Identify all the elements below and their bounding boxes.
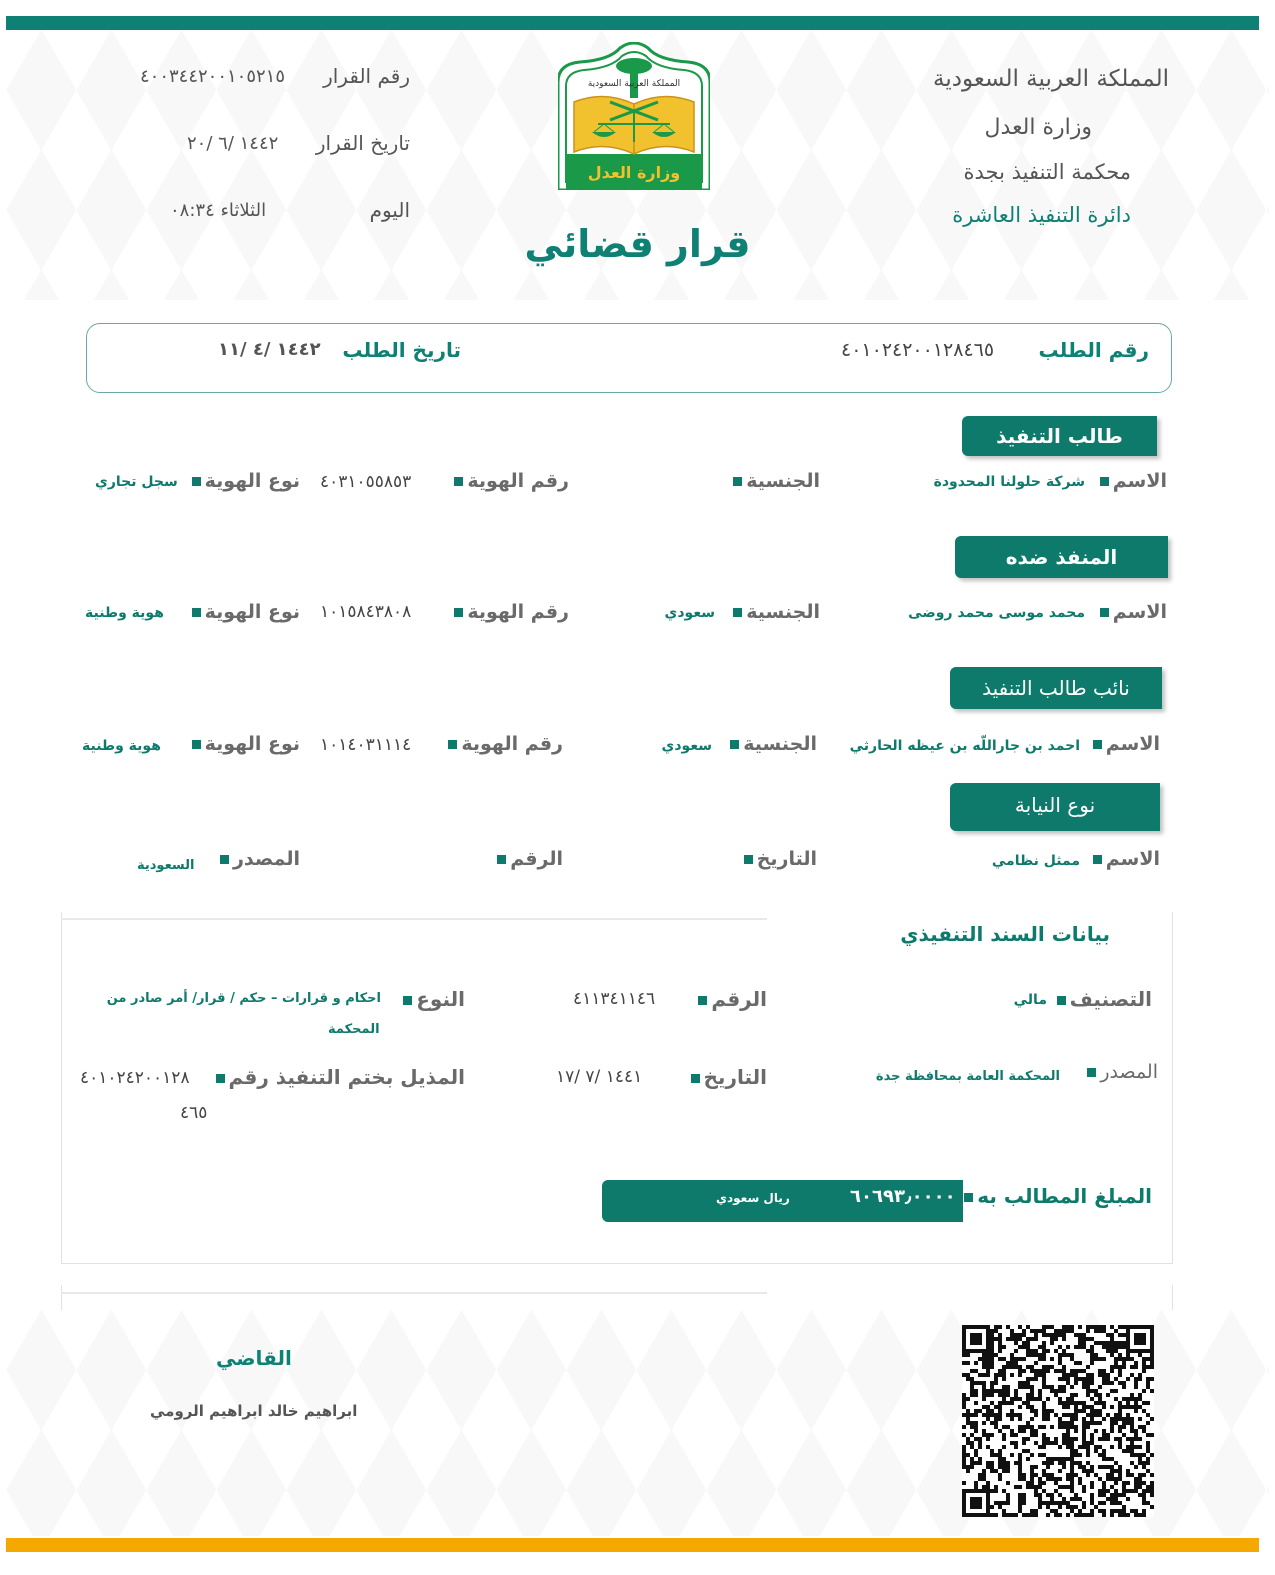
instrument-section-title: بيانات السند التنفيذي [900, 922, 1110, 946]
respondent-nationality-label: الجنسية [733, 601, 820, 623]
stamp-number-line2: ٤٦٥ [180, 1103, 208, 1123]
deputy-name: احمد بن جاراللّه بن عيظه الحارثي [849, 738, 1080, 754]
qr-code-icon [962, 1325, 1154, 1517]
decision-date: ١٤٤٢ /٦ /٢٠ [187, 133, 279, 154]
instrument-date-label: التاريخ [691, 1065, 767, 1089]
respondent-id-number: ١٠١٥٨٤٣٨٠٨ [320, 602, 412, 622]
instrument-type-line2: المحكمة [328, 1022, 380, 1037]
representation-number-label: الرقم [497, 848, 563, 870]
representation-name: ممثل نظامي [991, 853, 1080, 869]
respondent-section-title: المنفذ ضده [955, 536, 1168, 578]
instrument-type-label: النوع [403, 987, 465, 1011]
deputy-nationality: سعودي [661, 738, 712, 754]
classification-value: مالي [1013, 992, 1047, 1008]
day-value: الثلاثاء ٠٨:٣٤ [170, 200, 267, 221]
classification-label: التصنيف [1057, 987, 1152, 1011]
amount-currency: ريال سعودي [716, 1191, 790, 1205]
svg-text:وزارة العدل: وزارة العدل [587, 163, 681, 182]
deputy-nationality-label: الجنسية [730, 733, 817, 755]
decision-number-label: رقم القرار [323, 64, 410, 88]
country-name: المملكة العربية السعودية [933, 66, 1169, 92]
judge-label: القاضي [216, 1346, 292, 1370]
representation-source: السعودية [137, 858, 195, 873]
applicant-section-title: طالب التنفيذ [962, 416, 1157, 456]
applicant-id-type-label: نوع الهوية [192, 470, 300, 492]
representation-section-title: نوع النيابة [950, 783, 1160, 831]
applicant-id-number-label: رقم الهوية [454, 470, 569, 492]
instrument-source: المحكمة العامة بمحافظة جدة [875, 1069, 1060, 1084]
respondent-nationality: سعودي [664, 605, 715, 621]
applicant-name-label: الاسم [1100, 470, 1167, 492]
deputy-id-number-label: رقم الهوية [448, 733, 563, 755]
request-date-label: تاريخ الطلب [342, 338, 461, 362]
instrument-date: ١٤٤١ /٧ /١٧ [556, 1067, 643, 1087]
applicant-name: شركة حلولنا المحدودة [933, 474, 1085, 490]
judge-name: ابراهيم خالد ابراهيم الرومي [150, 1402, 358, 1420]
stamp-label: المذيل بختم التنفيذ رقم [216, 1065, 465, 1089]
deputy-id-type-label: نوع الهوية [192, 733, 300, 755]
top-brand-bar [6, 16, 1259, 30]
stamp-number-line1: ٤٠١٠٢٤٢٠٠١٢٨ [80, 1068, 190, 1088]
ministry-name: وزارة العدل [984, 115, 1092, 140]
instrument-number-label: الرقم [698, 987, 767, 1011]
respondent-id-number-label: رقم الهوية [454, 601, 569, 623]
representation-date-label: التاريخ [744, 848, 817, 870]
instrument-source-label: المصدر [1087, 1061, 1158, 1083]
applicant-id-type: سجل تجاري [95, 474, 178, 490]
amount-value: ٦٠٦٩٣٫٠٠٠٠ [850, 1186, 956, 1207]
respondent-id-type: هوية وطنية [85, 605, 164, 621]
deputy-id-number: ١٠١٤٠٣١١١٤ [320, 735, 412, 755]
court-name: محكمة التنفيذ بجدة [963, 160, 1131, 184]
instrument-type-line1: احكام و قرارات – حكم / قرار/ أمر صادر من [106, 991, 381, 1006]
bottom-accent-bar [6, 1538, 1259, 1552]
request-number-label: رقم الطلب [1038, 338, 1149, 362]
respondent-name: محمد موسى محمد روضى [908, 605, 1085, 621]
document-title: قرار قضائي [524, 222, 751, 266]
representation-name-label: الاسم [1093, 848, 1160, 870]
respondent-id-type-label: نوع الهوية [192, 601, 300, 623]
svg-text:المملكة العربية السعودية: المملكة العربية السعودية [587, 79, 681, 89]
panel-divider [61, 918, 767, 920]
decision-number: ٤٠٠٣٤٤٢٠٠١٠٥٢١٥ [140, 66, 286, 87]
day-label: اليوم [369, 198, 410, 222]
circuit-name: دائرة التنفيذ العاشرة [952, 203, 1131, 227]
amount-label: المبلغ المطالب به [964, 1184, 1152, 1208]
respondent-name-label: الاسم [1100, 601, 1167, 623]
instrument-number: ٤١١٣٤١١٤٦ [573, 989, 656, 1009]
secondary-panel [61, 1285, 1173, 1310]
secondary-panel-divider [61, 1292, 767, 1294]
deputy-id-type: هوية وطنية [82, 738, 161, 754]
ministry-logo [558, 42, 710, 190]
deputy-section-title: نائب طالب التنفيذ [950, 667, 1162, 709]
request-date: ١٤٤٢ /٤ /١١ [218, 339, 321, 360]
deputy-name-label: الاسم [1093, 733, 1160, 755]
representation-source-label: المصدر [220, 848, 300, 870]
applicant-id-number: ٤٠٣١٠٥٥٨٥٣ [320, 472, 412, 492]
applicant-nationality-label: الجنسية [733, 470, 820, 492]
request-number: ٤٠١٠٢٤٢٠٠١٢٨٤٦٥ [841, 339, 995, 361]
decision-date-label: تاريخ القرار [315, 131, 410, 155]
